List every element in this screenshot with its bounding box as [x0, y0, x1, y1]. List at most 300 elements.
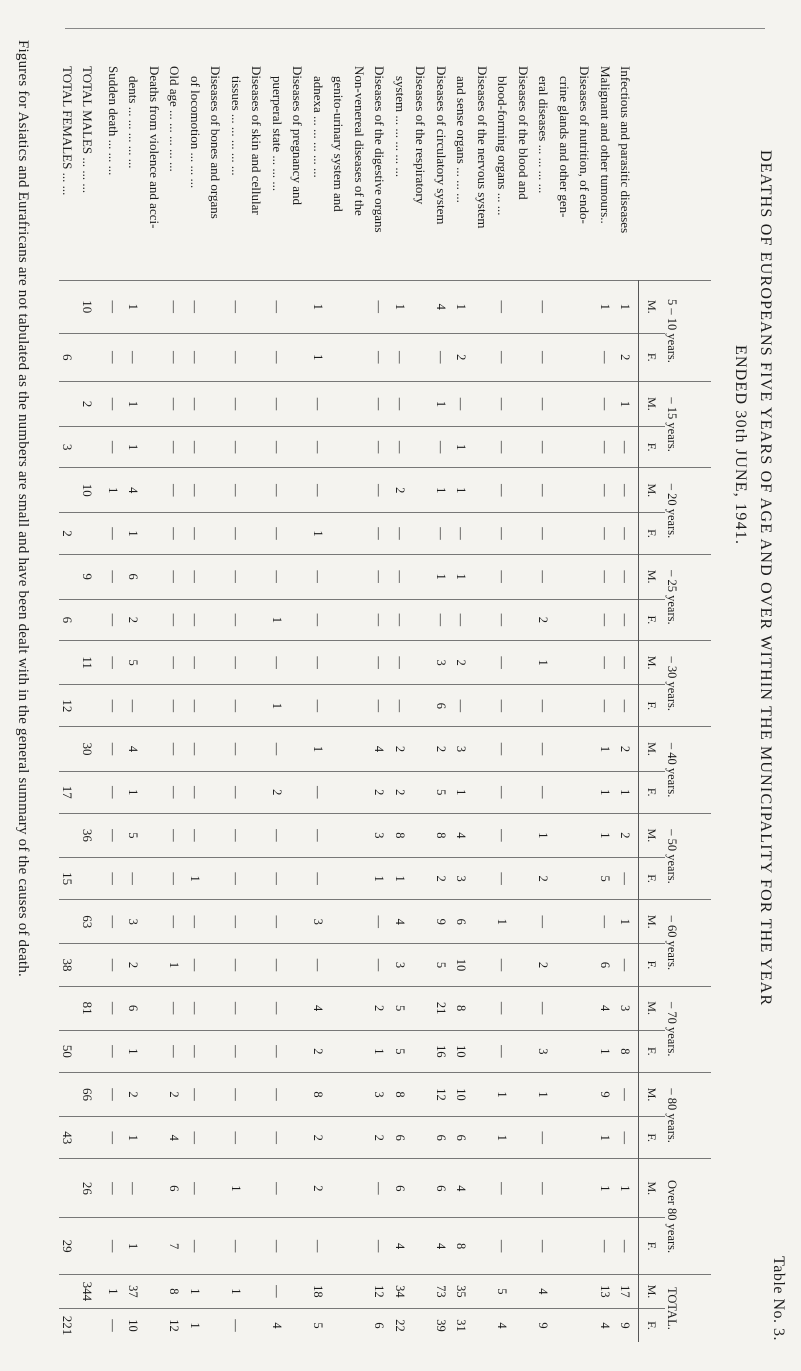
total-cell: 29	[59, 1218, 79, 1274]
table-cell	[577, 513, 598, 554]
table-cell	[331, 727, 352, 771]
table-cell	[351, 986, 372, 1030]
table-cell: —	[187, 900, 208, 944]
table-cell: —	[187, 1218, 208, 1274]
table-cell	[290, 426, 311, 467]
table-cell: —	[228, 986, 249, 1030]
table-cell: 34	[392, 1274, 413, 1308]
table-cell: —	[310, 1218, 331, 1274]
table-row	[126, 62, 147, 1342]
table-cell: 10	[454, 1030, 475, 1072]
table-cell	[474, 468, 495, 513]
table-cell: 8	[392, 813, 413, 857]
table-cell: —	[536, 554, 557, 599]
table-cell: —	[392, 554, 413, 599]
table-cell: 2	[618, 813, 639, 857]
table-cell: —	[228, 426, 249, 467]
table-cell: —	[495, 986, 516, 1030]
table-cell: —	[269, 554, 290, 599]
table-cell	[413, 1218, 434, 1274]
table-number: Table No. 3.	[770, 1256, 787, 1341]
table-cell	[146, 1218, 167, 1274]
table-cell	[290, 333, 311, 381]
table-cell	[474, 857, 495, 899]
table-cell: 3	[372, 813, 393, 857]
table-cell: —	[228, 333, 249, 381]
table-cell	[290, 1117, 311, 1159]
table-cell	[249, 727, 270, 771]
table-cell: 4	[597, 1308, 618, 1342]
table-cell: 6	[126, 986, 147, 1030]
table-row	[515, 62, 536, 1342]
table-cell: —	[187, 554, 208, 599]
table-cell: 9	[597, 1072, 618, 1116]
cause-label: tissues ... ... ... ... ...	[229, 76, 244, 176]
table-cell: —	[495, 1218, 516, 1274]
table-cell: 17	[618, 1274, 639, 1308]
table-cell	[208, 381, 229, 426]
table-cell: —	[495, 1159, 516, 1218]
table-cell: —	[536, 281, 557, 334]
table-cell: 1	[126, 1030, 147, 1072]
table-cell: 10	[126, 1308, 147, 1342]
table-cell	[331, 1159, 352, 1218]
table-cell	[413, 1117, 434, 1159]
cause-label: Old age ... ... ... ... ...	[167, 66, 183, 172]
table-cell	[577, 1218, 598, 1274]
table-cell	[290, 1159, 311, 1218]
table-cell: —	[105, 944, 126, 986]
table-cell: 1	[228, 1274, 249, 1308]
table-cell: 8	[392, 1072, 413, 1116]
table-cell: 5	[126, 641, 147, 685]
table-cell	[351, 944, 372, 986]
table-cell: —	[495, 1030, 516, 1072]
table-cell: —	[495, 685, 516, 727]
table-cell: —	[187, 1030, 208, 1072]
table-cell: 1	[126, 381, 147, 426]
table-cell: 1	[126, 1117, 147, 1159]
female-col-header: F.	[639, 1218, 666, 1274]
table-cell: —	[597, 641, 618, 685]
table-cell: 3	[454, 727, 475, 771]
total-cell: 36	[79, 813, 105, 857]
table-cell	[413, 381, 434, 426]
table-cell: 2	[392, 468, 413, 513]
age-group-header: – 30 years.	[665, 641, 711, 727]
table-cell	[331, 1274, 352, 1308]
table-cell: —	[269, 333, 290, 381]
table-cell	[208, 1274, 229, 1308]
table-cell	[146, 1274, 167, 1308]
table-cell	[146, 1072, 167, 1116]
table-cell	[331, 900, 352, 944]
table-cell: —	[105, 685, 126, 727]
table-cell: —	[495, 554, 516, 599]
total-cell: 6	[59, 333, 79, 381]
table-cell: 2	[269, 771, 290, 813]
table-cell	[413, 426, 434, 467]
table-row	[310, 62, 331, 1342]
total-cell: 2	[79, 381, 105, 426]
table-cell	[249, 468, 270, 513]
table-cell	[413, 281, 434, 334]
cause-label: Diseases of pregnancy and	[290, 66, 306, 205]
table-cell	[290, 771, 311, 813]
total-cell	[59, 1072, 79, 1116]
table-cell: —	[495, 513, 516, 554]
table-row	[392, 62, 413, 1342]
table-cell: 6	[392, 1159, 413, 1218]
table-cell	[556, 641, 577, 685]
table-row	[536, 62, 557, 1342]
table-cell	[146, 900, 167, 944]
table-cell	[577, 281, 598, 334]
table-cell: 1	[597, 1159, 618, 1218]
table-cell: —	[167, 513, 188, 554]
table-cell	[515, 333, 536, 381]
total-cell	[79, 1218, 105, 1274]
table-cell: 1	[597, 813, 618, 857]
cause-label: Diseases of the respiratory	[413, 66, 429, 205]
table-cell	[331, 771, 352, 813]
table-cell	[351, 685, 372, 727]
table-cell: —	[536, 727, 557, 771]
table-cell: —	[618, 857, 639, 899]
table-row	[146, 62, 167, 1342]
table-cell: 21	[433, 986, 454, 1030]
female-col-header: F.	[639, 1117, 666, 1159]
table-cell: —	[536, 381, 557, 426]
table-cell: 1	[597, 1030, 618, 1072]
table-cell: —	[187, 1117, 208, 1159]
table-cell: 3	[126, 900, 147, 944]
table-cell	[249, 641, 270, 685]
table-cell	[208, 1072, 229, 1116]
table-cell	[290, 513, 311, 554]
table-row	[556, 62, 577, 1342]
cause-label: Infectious and parasitic diseases	[618, 66, 634, 234]
table-cell: —	[495, 281, 516, 334]
table-cell	[515, 900, 536, 944]
table-row	[208, 62, 229, 1342]
table-cell: —	[536, 513, 557, 554]
table-cell: —	[618, 944, 639, 986]
table-cell	[146, 857, 167, 899]
table-body	[59, 62, 639, 1342]
table-cell: —	[372, 1159, 393, 1218]
table-cell: —	[228, 381, 249, 426]
table-cell	[556, 986, 577, 1030]
title-line-1: DEATHS OF EUROPEANS FIVE YEARS OF AGE AND OVER WITHIN THE MUNICIPALITY FOR THE YEAR	[757, 150, 774, 1007]
table-cell	[331, 599, 352, 640]
table-cell: —	[618, 641, 639, 685]
table-cell: 1	[105, 1274, 126, 1308]
table-cell: 2	[167, 1072, 188, 1116]
table-cell: 4	[167, 1117, 188, 1159]
table-cell	[556, 1117, 577, 1159]
cause-label: blood-forming organs ... ...	[495, 76, 511, 216]
cause-label: system ... ... ... ... ...	[393, 76, 408, 178]
table-cell: 1	[536, 813, 557, 857]
age-group-header: – 25 years.	[665, 554, 711, 640]
table-cell	[474, 513, 495, 554]
total-cell	[79, 1308, 105, 1342]
table-cell: —	[392, 685, 413, 727]
table-cell: 2	[310, 1030, 331, 1072]
table-cell	[577, 685, 598, 727]
table-cell: —	[392, 381, 413, 426]
total-cell: 17	[59, 771, 79, 813]
table-cell: 2	[310, 1159, 331, 1218]
table-cell: 1	[167, 944, 188, 986]
total-cell	[79, 1117, 105, 1159]
table-cell: —	[105, 1159, 126, 1218]
table-cell	[290, 685, 311, 727]
table-cell: —	[187, 333, 208, 381]
table-cell	[515, 986, 536, 1030]
table-cell: 1	[597, 281, 618, 334]
table-cell: —	[105, 1117, 126, 1159]
table-cell: —	[269, 813, 290, 857]
table-cell: 31	[454, 1308, 475, 1342]
table-cell	[146, 986, 167, 1030]
table-cell: 2	[618, 333, 639, 381]
table-cell: —	[167, 426, 188, 467]
table-cell: —	[187, 1072, 208, 1116]
table-cell	[331, 1030, 352, 1072]
table-cell: —	[310, 813, 331, 857]
table-cell: 1	[454, 468, 475, 513]
male-col-header: M.	[639, 1159, 666, 1218]
table-cell: 4	[126, 727, 147, 771]
table-cell	[556, 813, 577, 857]
table-cell	[208, 599, 229, 640]
table-cell: —	[269, 727, 290, 771]
table-cell	[208, 281, 229, 334]
table-cell: —	[167, 857, 188, 899]
cause-label: Diseases of circulatory system	[434, 66, 449, 225]
table-cell	[146, 1159, 167, 1218]
table-cell: 1	[310, 281, 331, 334]
total-females-row	[59, 62, 79, 1342]
table-cell: —	[454, 513, 475, 554]
table-cell	[331, 513, 352, 554]
table-cell: —	[618, 468, 639, 513]
table-cell	[146, 333, 167, 381]
female-col-header: F.	[639, 857, 666, 899]
table-cell: 1	[433, 554, 454, 599]
table-cell: 1	[454, 771, 475, 813]
table-cell	[249, 381, 270, 426]
table-cell: —	[495, 944, 516, 986]
table-cell	[249, 1030, 270, 1072]
table-cell	[515, 727, 536, 771]
table-cell: 1	[536, 1072, 557, 1116]
table-cell: 1	[454, 281, 475, 334]
table-cell	[474, 813, 495, 857]
table-cell: —	[454, 381, 475, 426]
table-cell	[290, 1274, 311, 1308]
table-cell	[146, 554, 167, 599]
table-cell	[331, 1308, 352, 1342]
table-cell: 1	[126, 771, 147, 813]
table-cell	[351, 813, 372, 857]
table-cell: —	[187, 599, 208, 640]
table-cell: —	[536, 771, 557, 813]
table-cell: 35	[454, 1274, 475, 1308]
table-cell: —	[269, 986, 290, 1030]
table-cell	[556, 727, 577, 771]
table-cell: 3	[310, 900, 331, 944]
table-cell: —	[454, 685, 475, 727]
table-cell: 5	[392, 986, 413, 1030]
table-row	[413, 62, 434, 1342]
table-cell	[474, 554, 495, 599]
table-cell: —	[536, 1117, 557, 1159]
table-cell: —	[105, 771, 126, 813]
table-cell	[556, 333, 577, 381]
table-cell: —	[187, 813, 208, 857]
table-cell: —	[167, 599, 188, 640]
table-cell: —	[536, 1159, 557, 1218]
table-cell: —	[228, 1218, 249, 1274]
table-cell	[515, 1218, 536, 1274]
total-cell: 63	[79, 900, 105, 944]
male-col-header: M.	[639, 813, 666, 857]
female-col-header: F.	[639, 599, 666, 640]
table-row	[269, 62, 290, 1342]
table-cell: —	[167, 333, 188, 381]
table-cell	[351, 599, 372, 640]
table-cell	[474, 1030, 495, 1072]
table-cell	[515, 1072, 536, 1116]
table-cell: 22	[392, 1308, 413, 1342]
table-row	[495, 62, 516, 1342]
table-cell	[351, 727, 372, 771]
table-cell	[208, 1308, 229, 1342]
table-cell	[249, 333, 270, 381]
total-cell	[59, 554, 79, 599]
table-cell	[146, 813, 167, 857]
table-cell	[331, 986, 352, 1030]
table-cell: —	[105, 813, 126, 857]
table-cell: —	[433, 513, 454, 554]
table-cell: 8	[454, 986, 475, 1030]
table-cell: 2	[433, 727, 454, 771]
table-cell	[208, 641, 229, 685]
total-cell: 344	[79, 1274, 105, 1308]
table-cell: —	[105, 1030, 126, 1072]
table-cell: —	[536, 468, 557, 513]
table-cell: —	[618, 1072, 639, 1116]
table-cell: —	[310, 641, 331, 685]
table-row	[372, 62, 393, 1342]
table-cell	[208, 333, 229, 381]
age-group-header-row	[665, 62, 711, 1342]
table-cell	[208, 986, 229, 1030]
table-row	[331, 62, 352, 1342]
total-cell	[59, 468, 79, 513]
table-cell	[351, 1308, 372, 1342]
table-cell: —	[228, 599, 249, 640]
table-cell: —	[187, 1159, 208, 1218]
table-cell: 6	[126, 554, 147, 599]
table-cell: —	[269, 944, 290, 986]
table-cell	[577, 900, 598, 944]
total-cell: 81	[79, 986, 105, 1030]
table-cell: 5	[433, 944, 454, 986]
table-cell: —	[167, 813, 188, 857]
table-cell: —	[228, 857, 249, 899]
table-cell: —	[105, 1308, 126, 1342]
male-col-header: M.	[639, 554, 666, 599]
table-cell: —	[269, 513, 290, 554]
table-cell	[249, 1159, 270, 1218]
table-cell: 8	[167, 1274, 188, 1308]
deaths-table	[59, 62, 711, 1342]
cause-label: eral diseases ... ... ... ...	[536, 76, 552, 194]
table-cell: —	[228, 1308, 249, 1342]
table-cell: 2	[454, 641, 475, 685]
table-cell	[146, 685, 167, 727]
table-cell	[515, 1030, 536, 1072]
table-cell: 1	[618, 281, 639, 334]
cause-label: Diseases of the blood and	[516, 66, 531, 200]
male-col-header: M.	[639, 986, 666, 1030]
table-cell: —	[105, 281, 126, 334]
table-cell: —	[618, 1218, 639, 1274]
table-cell	[474, 1072, 495, 1116]
table-cell	[577, 727, 598, 771]
footnote: Figures for Asiatics and Eurafricans are not tabulated as the numbers are small and have been dealt with in the general summary of the causes of death.	[15, 40, 31, 977]
cause-label: genito-urinary system and	[331, 76, 347, 212]
table-cell	[515, 857, 536, 899]
table-cell: 1	[310, 727, 331, 771]
table-cell: —	[372, 426, 393, 467]
table-cell: —	[495, 857, 516, 899]
table-cell: 1	[597, 727, 618, 771]
cause-label: Diseases of skin and cellular	[249, 66, 265, 215]
table-cell	[290, 813, 311, 857]
table-cell	[146, 771, 167, 813]
total-label: TOTAL MALES ... ... ...	[80, 66, 95, 194]
cause-label: of locomotion ... ... ...	[188, 76, 203, 189]
table-cell	[577, 1274, 598, 1308]
table-cell	[208, 1218, 229, 1274]
table-cell: 1	[392, 857, 413, 899]
table-cell: 1	[228, 1159, 249, 1218]
table-cell	[146, 944, 167, 986]
table-cell: —	[372, 599, 393, 640]
table-cell: 3	[392, 944, 413, 986]
table-cell: —	[269, 1030, 290, 1072]
table-cell: —	[105, 1072, 126, 1116]
age-group-header: 5 – 10 years.	[665, 281, 711, 382]
table-cell	[208, 685, 229, 727]
table-cell: 3	[536, 1030, 557, 1072]
table-cell	[208, 771, 229, 813]
table-cell	[331, 426, 352, 467]
table-cell: —	[310, 426, 331, 467]
age-group-header: – 70 years.	[665, 986, 711, 1072]
table-cell: —	[187, 381, 208, 426]
table-cell	[146, 468, 167, 513]
table-cell	[413, 1159, 434, 1218]
cause-label: Diseases of the digestive organs	[372, 66, 388, 233]
total-cell	[79, 944, 105, 986]
table-cell	[556, 554, 577, 599]
